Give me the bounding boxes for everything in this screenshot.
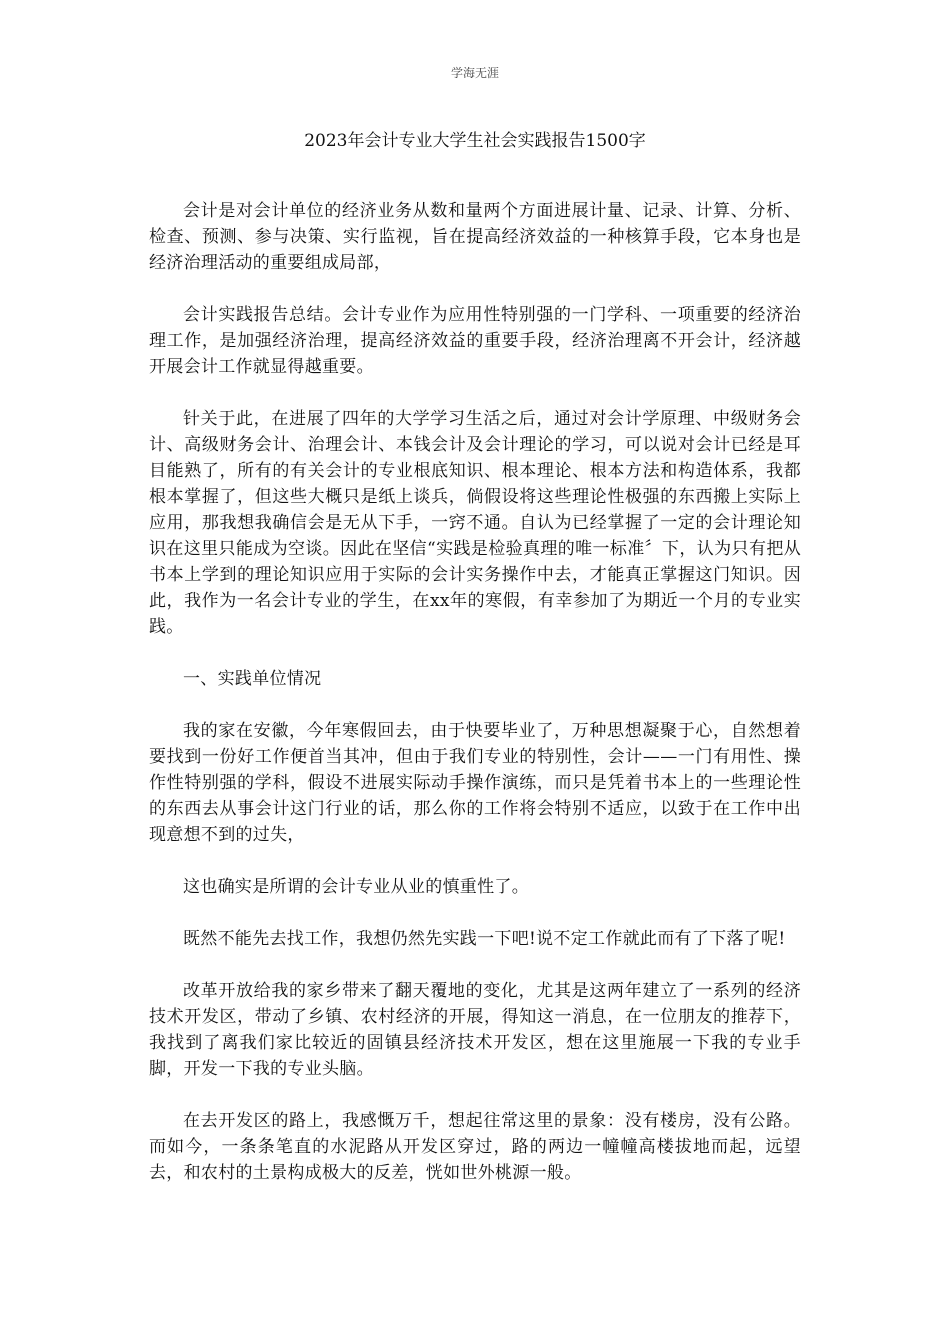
- paragraph-2: 会计实践报告总结。会计专业作为应用性特别强的一门学科、一项重要的经济治理工作，是加强经济治理，提高经济效益的重要手段，经济治理离不开会计，经济越开展会计工作就显得越重要。: [149, 305, 801, 377]
- paragraph-9: 在去开发区的路上，我感慨万千，想起往常这里的景象：没有楼房，没有公路。而如今，一条条笔直的水泥路从开发区穿过，路的两边一幢幢高楼拔地而起，远望去，和农村的土景构成极大的反差，恍如世外桃源一般。: [149, 1111, 801, 1183]
- paragraph-6: 这也确实是所谓的会计专业从业的慎重性了。: [183, 877, 529, 897]
- paragraph-7: 既然不能先去找工作，我想仍然先实践一下吧!说不定工作就此而有了下落了呢!: [183, 929, 786, 949]
- document-body: [149, 198, 801, 1212]
- paragraph-1: 会计是对会计单位的经济业务从数和量两个方面进展计量、记录、计算、分析、检查、预测、参与决策、实行监视，旨在提高经济效益的一种核算手段，它本身也是经济治理活动的重要组成局部，: [149, 201, 801, 273]
- paragraph-5: 我的家在安徽，今年寒假回去，由于快要毕业了，万种思想凝聚于心，自然想着要找到一份好工作便首当其冲，但由于我们专业的特别性，会计——一门有用性、操作性特别强的学科，假设不进展实际动手操作演练，而只是凭着书本上的一些理论性的东西去从事会计这门行业的话，那么你的工作将会特别不适应，以致于在工作中出现意想不到的过失，: [149, 721, 801, 845]
- paragraph-8: 改革开放给我的家乡带来了翻天覆地的变化，尤其是这两年建立了一系列的经济技术开发区，带动了乡镇、农村经济的开展，得知这一消息，在一位朋友的推荐下，我找到了离我们家比较近的固镇县经济技术开发区，想在这里施展一下我的专业手脚，开发一下我的专业头脑。: [149, 981, 801, 1079]
- section-heading: 一、实践单位情况: [183, 669, 322, 689]
- paragraph-3: 针关于此，在进展了四年的大学学习生活之后，通过对会计学原理、中级财务会计、高级财务会计、治理会计、本钱会计及会计理论的学习，可以说对会计已经是耳目能熟了，所有的有关会计的专业根底知识、根本理论、根本方法和构造体系，我都根本掌握了，但这些大概只是纸上谈兵，倘假设将这些理论性极强的东西搬上实际上应用，那我想我确信会是无从下手，一窍不通。自认为已经掌握了一定的会计理论知识在这里只能成为空谈。因此在坚信“实践是检验真理的唯一标准〞下，认为只有把从书本上学到的理论知识应用于实际的会计实务操作中去，才能真正掌握这门知识。因此，我作为一名会计专业的学生，在xx年的寒假，有幸参加了为期近一个月的专业实践。: [149, 409, 801, 637]
- page-header: 学海无涯: [450, 66, 499, 80]
- document-title: 2023年会计专业大学生社会实践报告1500字: [304, 131, 646, 151]
